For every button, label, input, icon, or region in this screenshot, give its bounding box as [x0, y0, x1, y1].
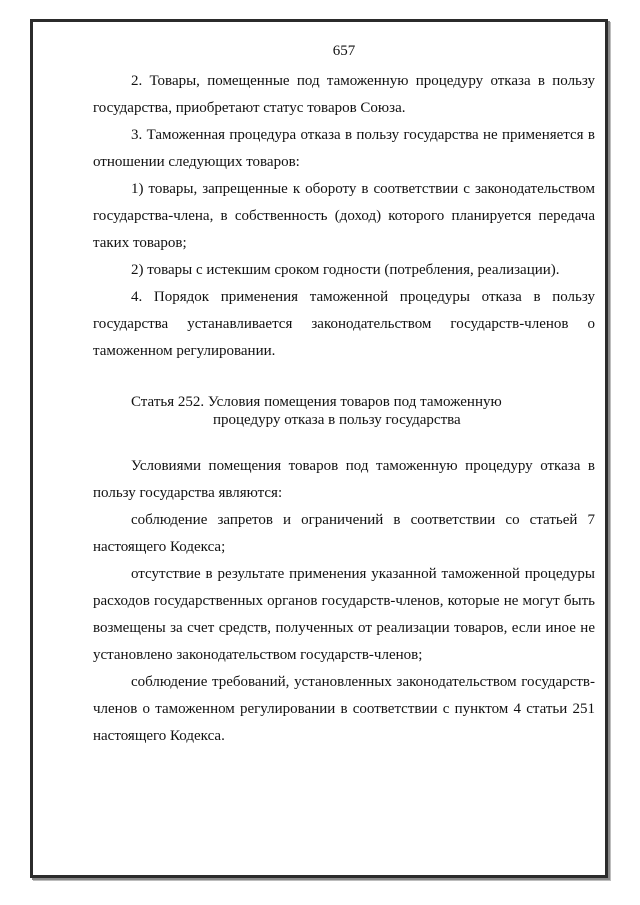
paragraph-3-not-applied: 3. Таможенная процедура отказа в пользу государства не применяется в отношении следующих товаров: [93, 127, 595, 170]
list-item-2-expired-goods: 2) товары с истекшим сроком годности (потребления, реализации). [131, 262, 560, 278]
paragraph-4-procedure-order: 4. Порядок применения таможенной процедуры отказа в пользу государства устанавливается законодательством государств-членов о таможенном регулировании. [93, 289, 595, 359]
paragraph-conditions-intro: Условиями помещения товаров под таможенную процедуру отказа в пользу государства являются: [93, 458, 595, 501]
list-item-1-prohibited-goods: 1) товары, запрещенные к обороту в соответствии с законодательством государства-члена, в собственность (доход) которого планируется передача таких товаров; [93, 181, 595, 251]
paragraph-condition-no-expenses: отсутствие в результате применения указанной таможенной процедуры расходов государственных органов государств-членов, которые не могут быть возмещены за счет средств, полученных от реализации товаров, если иное не установлено законодательством государств-членов; [93, 566, 595, 663]
paragraph-condition-restrictions: соблюдение запретов и ограничений в соответствии со статьей 7 настоящего Кодекса; [93, 512, 595, 555]
paragraph-condition-requirements: соблюдение требований, установленных законодательством государств-членов о таможенном регулировании в соответствии с пунктом 4 статьи 251 настоящего Кодекса. [93, 674, 595, 744]
article-heading [93, 393, 595, 429]
article-heading-line-1: Статья 252. Условия помещения товаров под таможенную [131, 394, 502, 410]
document-body [93, 68, 595, 750]
article-heading-line-2: процедуру отказа в пользу государства [213, 412, 461, 428]
paragraph-2-status: 2. Товары, помещенные под таможенную процедуру отказа в пользу государства, приобретают статус товаров Союза. [93, 73, 595, 116]
page-number: 657 [332, 43, 356, 59]
